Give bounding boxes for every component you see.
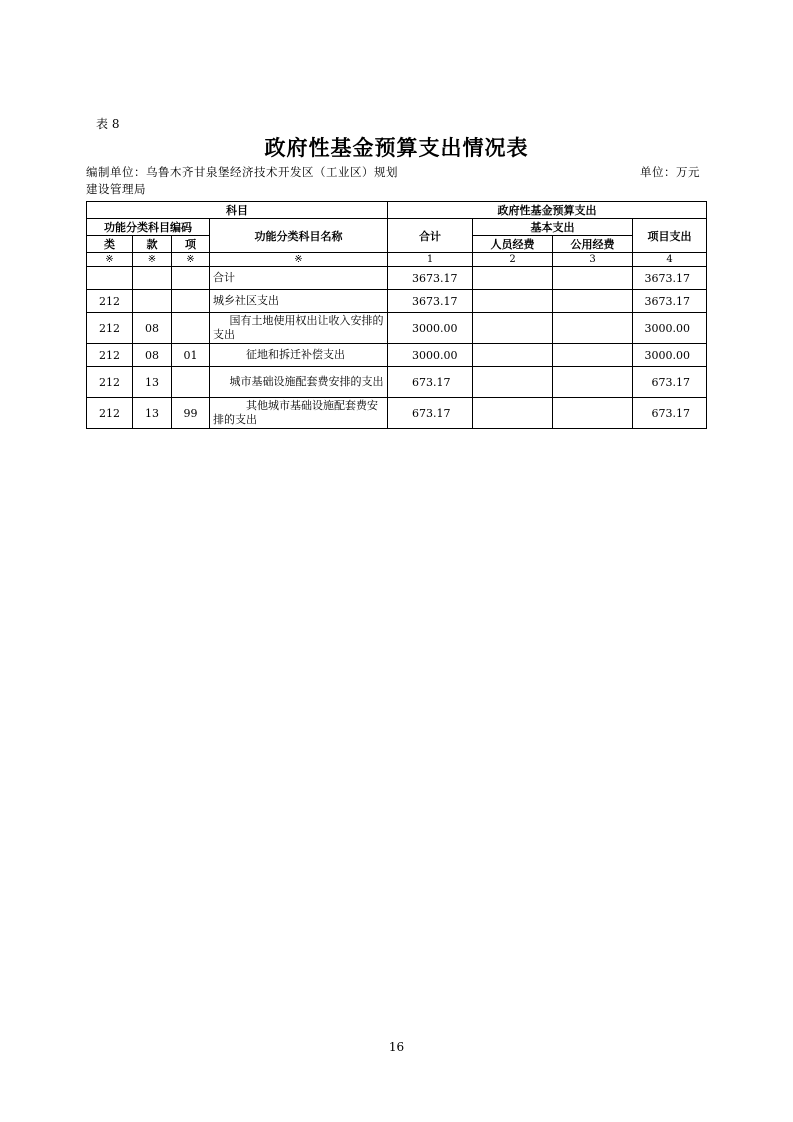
table-row bbox=[87, 267, 707, 290]
cell-total: 673.17 bbox=[388, 367, 473, 398]
cell-personnel bbox=[473, 290, 553, 313]
cell-lei bbox=[87, 267, 133, 290]
header-kuan: 款 bbox=[133, 236, 172, 253]
cell-name: 城乡社区支出 bbox=[210, 290, 388, 313]
table-row bbox=[87, 290, 707, 313]
cell-personnel bbox=[473, 267, 553, 290]
currency-unit: 单位：万元 bbox=[640, 165, 700, 179]
cell-total: 3000.00 bbox=[388, 313, 473, 344]
cell-personnel bbox=[473, 367, 553, 398]
cell-public bbox=[553, 290, 633, 313]
header-subject: 科目 bbox=[87, 202, 388, 219]
header-personnel: 人员经费 bbox=[473, 236, 553, 253]
page-title: 政府性基金预算支出情况表 bbox=[264, 135, 529, 160]
sym-xiang: ※ bbox=[172, 253, 210, 267]
cell-name: 其他城市基础设施配套费安排的支出 bbox=[210, 398, 388, 429]
cell-public bbox=[553, 313, 633, 344]
cell-project: 3673.17 bbox=[633, 290, 707, 313]
col-number-3: 3 bbox=[553, 253, 633, 267]
cell-project: 3000.00 bbox=[633, 344, 707, 367]
cell-xiang: 99 bbox=[172, 398, 210, 429]
table-row bbox=[87, 344, 707, 367]
table-row bbox=[87, 313, 707, 344]
header-total: 合计 bbox=[388, 219, 473, 253]
cell-total: 3673.17 bbox=[388, 267, 473, 290]
col-number-4: 4 bbox=[633, 253, 707, 267]
cell-xiang: 01 bbox=[172, 344, 210, 367]
cell-xiang bbox=[172, 267, 210, 290]
cell-xiang bbox=[172, 290, 210, 313]
cell-total: 673.17 bbox=[388, 398, 473, 429]
table-number: 表 8 bbox=[96, 117, 120, 131]
sym-kuan: ※ bbox=[133, 253, 172, 267]
cell-project: 3673.17 bbox=[633, 267, 707, 290]
cell-total: 3673.17 bbox=[388, 290, 473, 313]
budget-table bbox=[86, 201, 707, 429]
cell-lei: 212 bbox=[87, 290, 133, 313]
header-name: 功能分类科目名称 bbox=[210, 219, 388, 253]
cell-name: 城市基础设施配套费安排的支出 bbox=[210, 367, 388, 398]
cell-public bbox=[553, 367, 633, 398]
cell-total: 3000.00 bbox=[388, 344, 473, 367]
cell-lei: 212 bbox=[87, 313, 133, 344]
cell-name: 合计 bbox=[210, 267, 388, 290]
cell-kuan bbox=[133, 290, 172, 313]
cell-lei: 212 bbox=[87, 367, 133, 398]
cell-personnel bbox=[473, 344, 553, 367]
col-number-1: 1 bbox=[388, 253, 473, 267]
compiling-unit: 编制单位：乌鲁木齐甘泉堡经济技术开发区（工业区）规划建设管理局 bbox=[86, 165, 398, 196]
header-lei: 类 bbox=[87, 236, 133, 253]
sym-name: ※ bbox=[210, 253, 388, 267]
cell-project: 673.17 bbox=[633, 398, 707, 429]
table-row bbox=[87, 398, 707, 429]
cell-kuan bbox=[133, 267, 172, 290]
cell-public bbox=[553, 398, 633, 429]
header-code: 功能分类科目编码 bbox=[87, 219, 210, 236]
cell-kuan: 13 bbox=[133, 367, 172, 398]
cell-lei: 212 bbox=[87, 344, 133, 367]
table-row bbox=[87, 367, 707, 398]
header-fund-expense: 政府性基金预算支出 bbox=[388, 202, 707, 219]
header-basic: 基本支出 bbox=[473, 219, 633, 236]
cell-lei: 212 bbox=[87, 398, 133, 429]
cell-xiang bbox=[172, 313, 210, 344]
cell-project: 3000.00 bbox=[633, 313, 707, 344]
cell-name: 国有土地使用权出让收入安排的支出 bbox=[210, 313, 388, 344]
cell-kuan: 13 bbox=[133, 398, 172, 429]
cell-kuan: 08 bbox=[133, 344, 172, 367]
cell-personnel bbox=[473, 398, 553, 429]
header-xiang: 项 bbox=[172, 236, 210, 253]
col-number-2: 2 bbox=[473, 253, 553, 267]
cell-public bbox=[553, 344, 633, 367]
cell-name: 征地和拆迁补偿支出 bbox=[210, 344, 388, 367]
cell-personnel bbox=[473, 313, 553, 344]
page-number: 16 bbox=[388, 1040, 405, 1054]
header-public: 公用经费 bbox=[553, 236, 633, 253]
cell-public bbox=[553, 267, 633, 290]
cell-xiang bbox=[172, 367, 210, 398]
sym-lei: ※ bbox=[87, 253, 133, 267]
header-project: 项目支出 bbox=[633, 219, 707, 253]
cell-project: 673.17 bbox=[633, 367, 707, 398]
cell-kuan: 08 bbox=[133, 313, 172, 344]
